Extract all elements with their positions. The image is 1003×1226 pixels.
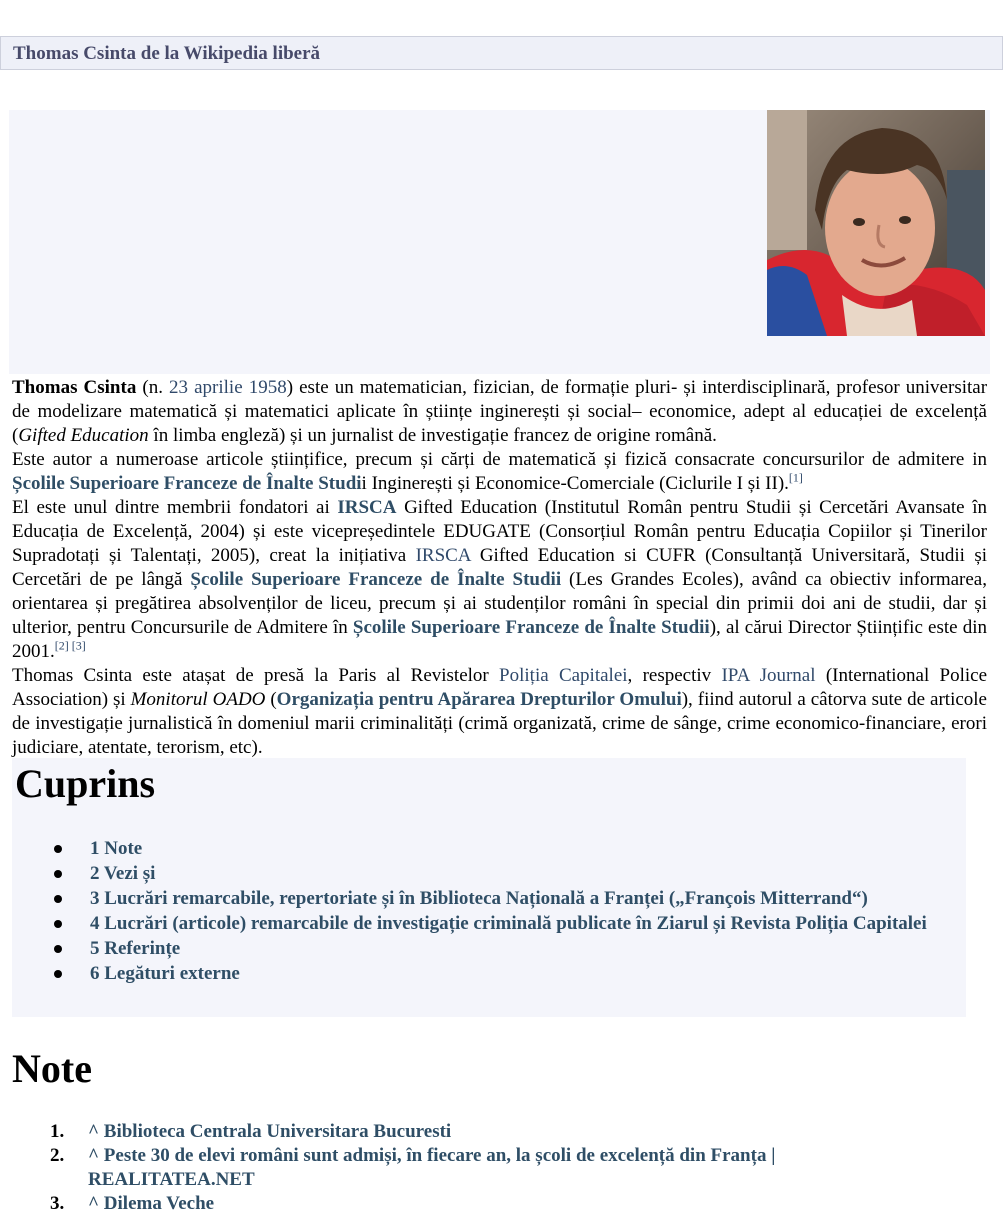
note-number: 1.	[50, 1121, 65, 1142]
article-paragraph-intro	[12, 376, 987, 448]
irsca-link[interactable]: IRSCA	[337, 497, 397, 518]
text: Gifted Education (Institutul Român pentru Studii și Cercetări Avansate în Educația de Excelență, 2004) și este vicepreședintele EDUGATE (Consorțiul Român pentru Educația Copiilor și Tinerilor Supradotați și Talentați, 2005), creat la inițiativa	[12, 497, 987, 566]
bullet-icon	[54, 945, 62, 953]
bullet-icon	[54, 895, 62, 903]
toc-list	[52, 836, 927, 986]
toc-link-articole[interactable]: 4 Lucrări (articole) remarcabile de investigație criminală publicate în Ziarul și Revista Poliția Capitalei	[90, 913, 927, 934]
page-title-bar	[0, 36, 1003, 70]
text: în limba engleză) și un jurnalist de investigație francez de origine română.	[148, 425, 717, 446]
text: Thomas Csinta este atașat de presă la Paris al Revistelor	[12, 665, 500, 686]
text: (n.	[136, 377, 170, 398]
reference-1-link[interactable]: [1]	[788, 470, 803, 485]
bullet-icon	[54, 845, 62, 853]
politia-capitalei-link[interactable]: Poliția Capitalei	[499, 665, 628, 686]
text: El este unul dintre membrii fondatori ai	[12, 497, 338, 518]
toc-link-vezi-si[interactable]: 2 Vezi și	[90, 863, 156, 884]
text: , respectiv	[627, 665, 722, 686]
toc-item	[52, 936, 927, 961]
irsca-link-2[interactable]: IRSCA	[415, 545, 471, 566]
ipa-journal-link[interactable]: IPA Journal	[721, 665, 816, 686]
reference-2-link[interactable]: [2]	[54, 638, 69, 653]
oado-link[interactable]: Organizația pentru Apărarea Drepturilor Omului	[276, 689, 682, 710]
birth-date-link[interactable]: 23 aprilie 1958	[169, 377, 287, 398]
note-link[interactable]: ^ Dilema Veche	[88, 1193, 215, 1214]
toc-link-referinte[interactable]: 5 Referințe	[90, 938, 181, 959]
toc-item	[52, 961, 927, 986]
text: (International Police Association) și	[12, 665, 988, 710]
bullet-icon	[54, 870, 62, 878]
portrait-image	[767, 110, 985, 336]
page-title: Thomas Csinta de la Wikipedia liberă	[13, 43, 321, 64]
article-body	[12, 376, 987, 760]
toc-item	[52, 911, 927, 936]
text: (Les Grandes Ecoles), având ca obiectiv informarea, orientarea și pregătirea absolvenților de liceu, precum și ai studenților români în special din primii doi ani de studii, dar și ulterior, pentru Concursurile de Admitere în	[12, 569, 987, 638]
note-item	[40, 1144, 900, 1192]
note-number: 3.	[50, 1193, 65, 1214]
gifted-education-term: Gifted Education	[18, 425, 149, 446]
note-item	[40, 1120, 900, 1144]
grandes-ecoles-link-3[interactable]: Școlile Superioare Franceze de Înalte Studii	[352, 617, 710, 638]
note-link[interactable]: ^ Biblioteca Centrala Universitara Bucuresti	[88, 1121, 452, 1142]
text: ) este un matematician, fizician, de formație pluri- și interdisciplinară, profesor universitar de modelizare matematică și matematici aplicate în științe inginerești și social– economice, adept al educației de excelență (	[12, 377, 988, 446]
reference-3-link[interactable]: [3]	[71, 638, 86, 653]
text: Este autor a numeroase articole științifice, precum și cărți de matematică și fizică consacrate concursurilor de admitere in	[12, 449, 987, 470]
toc-link-legaturi[interactable]: 6 Legături externe	[90, 963, 240, 984]
notes-heading: Note	[12, 1046, 92, 1091]
monitorul-oado-title: Monitorul OADO	[130, 689, 266, 710]
bullet-icon	[54, 970, 62, 978]
article-paragraph-founder	[12, 496, 987, 664]
grandes-ecoles-link-2[interactable]: Școlile Superioare Franceze de Înalte Studii	[190, 569, 562, 590]
portrait-photo[interactable]	[767, 110, 985, 336]
note-link[interactable]: ^ Peste 30 de elevi români sunt admiși, în fiecare an, la școli de excelență din Franța | REALITATEA.NET	[88, 1145, 776, 1190]
note-item	[40, 1192, 900, 1216]
text: ), al cărui Director Științific este din 2001.	[12, 617, 987, 662]
toc-link-note[interactable]: 1 Note	[90, 838, 143, 859]
note-number: 2.	[50, 1145, 65, 1166]
article-paragraph-author	[12, 448, 987, 496]
text: ), fiind autorul a câtorva sute de articole de investigație jurnalistică în domeniul marii criminalități (crimă organizată, crime de sânge, crime economico-financiare, erori judiciare, atentate, terorism, etc).	[12, 689, 987, 758]
toc-link-lucrari[interactable]: 3 Lucrări remarcabile, repertoriate și în Biblioteca Națională a Franței („François Mitterrand“)	[90, 888, 868, 909]
bullet-icon	[54, 920, 62, 928]
article-paragraph-press	[12, 664, 987, 760]
text: i Inginerești și Economice-Comerciale (Ciclurile I și II).	[361, 473, 789, 494]
notes-list	[40, 1120, 900, 1216]
grandes-ecoles-link[interactable]: Școlile Superioare Franceze de Înalte Studi	[12, 473, 362, 494]
subject-name: Thomas Csinta	[12, 377, 137, 398]
text: Gifted Education si CUFR (Consultanță Universitară, Studii și Cercetări de pe lângă	[12, 545, 987, 590]
toc-item	[52, 886, 927, 911]
toc-item	[52, 861, 927, 886]
table-of-contents	[12, 758, 966, 1017]
toc-title: Cuprins	[15, 761, 156, 806]
toc-item	[52, 836, 927, 861]
text: (	[265, 689, 277, 710]
